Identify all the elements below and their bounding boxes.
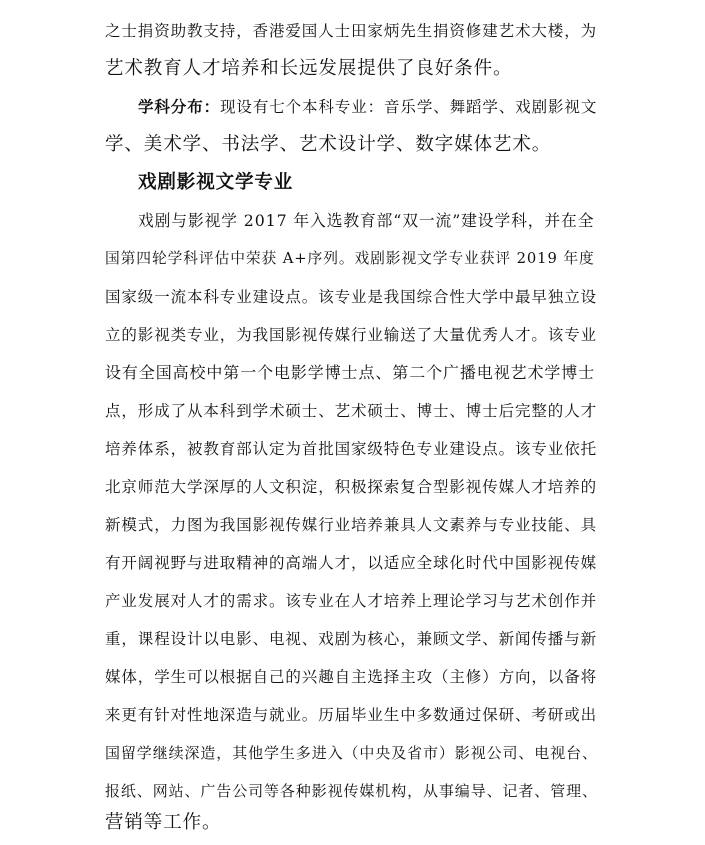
paragraph-line: 点，形成了从本科到学术硕士、艺术硕士、博士、博士后完整的人才 [105,402,598,420]
paragraph-line: 设有全国高校中第一个电影学博士点、第二个广播电视艺术学博士 [105,363,596,382]
paragraph-line: 北京师范大学深厚的人文积淀，积极探索复合型影视传媒人才培养的 [105,478,598,496]
paragraph-line: 国第四轮学科评估中荣获 A+序列。戏剧影视文学专业获评 2019 年度 [105,250,595,267]
paragraph-line: 媒体，学生可以根据自己的兴趣自主选择主攻（主修）方向，以备将 [105,668,598,686]
disciplines-label: 学科分布： [138,98,221,116]
paragraph-line: 重，课程设计以电影、电视、戏剧为核心，兼顾文学、新闻传播与新 [105,630,598,648]
intro-line-1: 之士捐资助教支持，香港爱国人士田家炳先生捐资修建艺术大楼，为 [105,22,598,40]
paragraph-line: 国留学继续深造，其他学生多进入（中央及省市）影视公司、电视台、 [105,744,598,762]
paragraph-line: 国家级一流本科专业建设点。该专业是我国综合性大学中最早独立设 [105,288,598,306]
paragraph-line: 产业发展对人才的需求。该专业在人才培养上理论学习与艺术创作并 [105,592,598,610]
disciplines-text: 现设有七个本科专业：音乐学、舞蹈学、戏剧影视文 [220,98,598,116]
paragraph-line: 营销等工作。 [105,812,222,833]
disciplines-line-1 [138,95,597,119]
paragraph-line: 报纸、网站、广告公司等各种影视传媒机构，从事编导、记者、管理、 [105,782,598,800]
section-title: 戏剧影视文学专业 [138,172,294,193]
paragraph-line: 戏剧与影视学 2017 年入选教育部“双一流”建设学科，并在全 [138,211,595,230]
paragraph-line: 来更有针对性地深造与就业。历届毕业生中多数通过保研、考研或出 [105,706,598,724]
paragraph-line: 有开阔视野与进取精神的高端人才，以适应全球化时代中国影视传媒 [105,554,598,572]
paragraph-line: 立的影视类专业，为我国影视传媒行业输送了大量优秀人才。该专业 [105,326,598,344]
intro-line-2: 艺术教育人才培养和长远发展提供了良好条件。 [105,58,513,79]
paragraph-line: 新模式，力图为我国影视传媒行业培养兼具人文素养与专业技能、具 [105,516,598,534]
disciplines-line-2: 学、美术学、书法学、艺术设计学、数字媒体艺术。 [105,134,552,155]
paragraph-line: 培养体系，被教育部认定为首批国家级特色专业建设点。该专业依托 [105,440,598,458]
